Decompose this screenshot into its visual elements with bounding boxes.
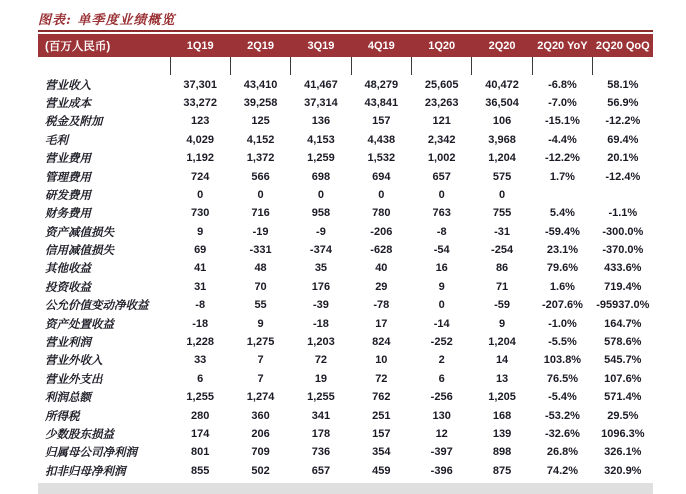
value-cell: 2 <box>438 354 445 367</box>
value-cell: 354 <box>372 446 391 459</box>
value-cell: 459 <box>372 464 391 477</box>
value-cell: 824 <box>372 336 391 349</box>
column-header: (百万人民币) <box>38 34 170 57</box>
value-cell: 20.1% <box>607 152 639 165</box>
value-cell: 360 <box>251 409 270 422</box>
footer-band <box>38 483 653 494</box>
value-cell: 0 <box>438 299 445 312</box>
value-cell: 36,504 <box>485 96 519 109</box>
table-row <box>38 296 653 314</box>
value-cell: 0 <box>378 188 385 201</box>
value-cell: -397 <box>430 446 453 459</box>
value-cell: 1,203 <box>307 336 335 349</box>
value-cell: -78 <box>373 299 390 312</box>
value-cell: 157 <box>372 115 391 128</box>
value-cell: 14 <box>495 354 509 367</box>
value-cell: 694 <box>372 170 391 183</box>
value-cell: -15.1% <box>545 115 580 128</box>
column-divider-tick <box>593 57 653 75</box>
value-cell: 9 <box>257 317 264 330</box>
header-row <box>38 34 653 57</box>
value-cell: -4.4% <box>548 133 577 146</box>
table-row <box>38 443 653 461</box>
value-cell: 1,205 <box>488 391 516 404</box>
value-cell: -12.4% <box>605 170 641 183</box>
table-row <box>38 223 653 241</box>
value-cell: 1.6% <box>549 280 575 293</box>
value-cell: 763 <box>432 207 451 220</box>
table-row <box>38 333 653 351</box>
value-cell: 40,472 <box>485 78 519 91</box>
row-label: 少数股东损益 <box>45 427 114 441</box>
value-cell: -31 <box>494 225 511 238</box>
chart-title: 图表: 单季度业绩概览 <box>38 13 176 28</box>
table-row <box>38 186 653 204</box>
column-header: 2Q20 <box>472 34 532 57</box>
value-cell: 4,152 <box>246 133 275 146</box>
value-cell: 48 <box>254 262 267 275</box>
value-cell: -59 <box>494 299 511 312</box>
value-cell: -9 <box>316 225 326 238</box>
column-divider-tick <box>472 57 532 75</box>
value-cell: 19 <box>314 372 328 385</box>
value-cell: 698 <box>311 170 331 183</box>
value-cell: 545.7% <box>604 354 642 367</box>
value-cell: 7 <box>257 372 264 385</box>
value-cell: 71 <box>495 280 509 293</box>
value-cell: 106 <box>492 115 512 128</box>
value-cell: 40 <box>375 262 388 275</box>
table-body <box>38 57 653 480</box>
report-sheet <box>38 9 653 494</box>
row-label: 管理费用 <box>45 169 91 184</box>
value-cell: -374 <box>309 244 332 257</box>
column-divider-tick <box>291 57 351 75</box>
value-cell: -8 <box>195 299 206 312</box>
table-row <box>38 149 653 167</box>
table-row <box>38 259 653 277</box>
title-underline <box>38 30 653 32</box>
value-cell: 164.7% <box>604 317 642 330</box>
value-cell: -95937.0% <box>596 299 650 312</box>
value-cell: 13 <box>495 372 509 385</box>
column-divider-tick <box>532 57 592 75</box>
value-cell: -331 <box>249 244 272 257</box>
value-cell: 578.6% <box>604 336 642 349</box>
value-cell: 121 <box>432 115 451 128</box>
value-cell: 780 <box>372 207 391 220</box>
value-cell: 39,258 <box>243 96 278 109</box>
row-label: 公允价值变动净收益 <box>45 298 149 313</box>
value-cell: 174 <box>191 428 210 440</box>
value-cell: -300.0% <box>602 225 644 238</box>
value-cell: -39 <box>312 299 329 312</box>
value-cell: 33 <box>194 354 207 367</box>
value-cell: -54 <box>433 244 450 257</box>
value-cell: -53.2% <box>545 409 580 422</box>
value-cell: 12 <box>435 428 448 440</box>
value-cell: 3,968 <box>488 133 516 146</box>
value-cell: -59.4% <box>545 225 580 238</box>
value-cell: 5.4% <box>549 207 575 220</box>
value-cell: 86 <box>495 262 509 275</box>
row-label: 其他收益 <box>45 261 91 276</box>
value-cell: 56.9% <box>607 96 639 109</box>
value-cell: 326.1% <box>604 446 642 459</box>
value-cell: 657 <box>432 170 451 183</box>
value-cell: 25,605 <box>424 78 459 91</box>
quarterly-table <box>38 34 653 480</box>
value-cell: 1,228 <box>186 336 214 349</box>
value-cell: 37,314 <box>304 96 338 109</box>
value-cell: 4,438 <box>367 133 396 146</box>
row-label: 研发费用 <box>45 187 91 202</box>
row-label: 利润总额 <box>45 390 91 405</box>
value-cell: -207.6% <box>541 299 583 312</box>
value-cell: 0 <box>438 188 445 201</box>
value-cell: 31 <box>194 280 207 293</box>
column-divider-tick <box>170 57 230 75</box>
row-label: 营业外收入 <box>45 353 103 368</box>
value-cell: -18 <box>312 317 329 330</box>
row-label: 投资收益 <box>45 279 91 294</box>
value-cell: 1,255 <box>307 391 335 404</box>
value-cell: 176 <box>311 280 331 293</box>
value-cell: 123 <box>191 115 210 128</box>
table-row <box>38 131 653 149</box>
value-cell: 0 <box>317 188 324 201</box>
value-cell: 1,274 <box>246 391 275 404</box>
table-row <box>38 167 653 185</box>
value-cell: -396 <box>430 464 453 477</box>
value-cell: 139 <box>492 428 512 440</box>
value-cell: -32.6% <box>545 428 580 440</box>
value-cell: 72 <box>314 354 328 367</box>
value-cell: 70 <box>254 280 267 293</box>
value-cell: -252 <box>430 336 453 349</box>
value-cell: -256 <box>430 391 453 404</box>
value-cell: 6 <box>438 372 445 385</box>
row-label: 扣非归母净利润 <box>45 463 126 478</box>
value-cell: 898 <box>492 446 512 459</box>
value-cell: 69.4% <box>607 133 639 146</box>
value-cell: 41,467 <box>304 78 338 91</box>
value-cell: 0 <box>499 188 506 201</box>
value-cell <box>532 186 592 204</box>
value-cell: -12.2% <box>605 115 641 128</box>
value-cell: 58.1% <box>607 78 639 91</box>
value-cell: -5.5% <box>548 336 577 349</box>
table-row <box>38 388 653 406</box>
row-label: 营业利润 <box>45 335 91 350</box>
value-cell: 1,255 <box>186 391 214 404</box>
value-cell: 657 <box>311 464 331 477</box>
value-cell: 719.4% <box>604 280 642 293</box>
value-cell <box>593 186 653 204</box>
column-header: 2Q19 <box>230 34 290 57</box>
value-cell: 1,204 <box>488 336 516 349</box>
row-label: 毛利 <box>45 132 68 147</box>
value-cell: 43,410 <box>243 78 278 91</box>
value-cell: 730 <box>191 207 210 220</box>
value-cell: 575 <box>492 170 512 183</box>
column-header: 2Q20 YoY <box>532 34 592 57</box>
column-header: 3Q19 <box>291 34 351 57</box>
value-cell: 33,272 <box>183 96 218 109</box>
value-cell: 762 <box>372 391 391 404</box>
row-label: 营业费用 <box>45 151 91 166</box>
column-header: 1Q20 <box>412 34 472 57</box>
value-cell: -7.0% <box>548 96 577 109</box>
value-cell: 29.5% <box>607 409 639 422</box>
value-cell: 9 <box>197 225 204 238</box>
column-divider-tick <box>38 57 170 75</box>
value-cell: 23,263 <box>424 96 459 109</box>
value-cell: 178 <box>311 428 331 440</box>
value-cell: 55 <box>254 299 267 312</box>
value-cell: 76.5% <box>546 372 579 385</box>
chart-title-wrap <box>38 9 653 30</box>
value-cell: 433.6% <box>604 262 642 275</box>
value-cell: -12.2% <box>545 152 580 165</box>
row-label: 所得税 <box>45 408 80 423</box>
table-row <box>38 94 653 112</box>
value-cell: 7 <box>257 354 264 367</box>
value-cell: -14 <box>433 317 450 330</box>
value-cell: 6 <box>197 372 204 385</box>
value-cell: 168 <box>492 409 512 422</box>
value-cell: 4,029 <box>186 133 214 146</box>
row-label: 资产减值损失 <box>45 224 114 239</box>
value-cell: 341 <box>311 409 331 422</box>
table-row <box>38 425 653 443</box>
value-cell: 35 <box>314 262 328 275</box>
column-header: 2Q20 QoQ <box>593 34 653 57</box>
value-cell: 125 <box>251 115 270 128</box>
value-cell: 1,532 <box>367 152 396 165</box>
value-cell: 157 <box>372 428 391 440</box>
value-cell: 17 <box>375 317 388 330</box>
value-cell: 23.1% <box>546 244 579 257</box>
column-divider-tick <box>351 57 411 75</box>
value-cell: 79.6% <box>546 262 579 275</box>
value-cell: 0 <box>257 188 264 201</box>
value-cell: 320.9% <box>604 464 642 477</box>
value-cell: 107.6% <box>604 372 642 385</box>
column-divider-tick <box>412 57 472 75</box>
row-label: 营业外支出 <box>45 371 103 386</box>
row-label: 税金及附加 <box>45 114 103 129</box>
table-row <box>38 241 653 259</box>
table-row <box>38 314 653 332</box>
value-cell: -8 <box>436 225 447 238</box>
table-row <box>38 462 653 480</box>
value-cell: -370.0% <box>602 244 644 257</box>
value-cell: 1096.3% <box>601 428 645 440</box>
value-cell: -18 <box>192 317 209 330</box>
value-cell: 9 <box>438 280 445 293</box>
value-cell: 251 <box>372 409 391 422</box>
row-label: 营业收入 <box>45 77 91 92</box>
column-header: 1Q19 <box>170 34 230 57</box>
row-label: 营业成本 <box>45 95 91 110</box>
value-cell: 74.2% <box>546 464 579 477</box>
value-cell: 41 <box>194 262 207 275</box>
value-cell: 37,301 <box>183 78 218 91</box>
value-cell: 1.7% <box>549 170 575 183</box>
value-cell: 716 <box>251 207 270 220</box>
value-cell: -19 <box>252 225 269 238</box>
value-cell: 4,153 <box>307 133 335 146</box>
value-cell: 69 <box>194 244 207 257</box>
table-row <box>38 406 653 424</box>
value-cell: 502 <box>251 464 270 477</box>
value-cell: 29 <box>375 280 388 293</box>
value-cell: 801 <box>191 446 210 459</box>
table-row <box>38 351 653 369</box>
row-label: 归属母公司净利润 <box>45 445 137 460</box>
value-cell: 206 <box>251 428 270 440</box>
tick-row <box>38 57 653 75</box>
value-cell: 48,279 <box>364 78 399 91</box>
value-cell: 1,372 <box>246 152 275 165</box>
value-cell: 1,192 <box>186 152 214 165</box>
value-cell: 10 <box>375 354 388 367</box>
table-row <box>38 112 653 130</box>
value-cell: -1.0% <box>548 317 577 330</box>
value-cell: -254 <box>491 244 514 257</box>
value-cell: 736 <box>311 446 331 459</box>
row-label: 资产处置收益 <box>45 316 114 331</box>
row-label: 财务费用 <box>45 206 91 221</box>
value-cell: 72 <box>375 372 388 385</box>
value-cell: 1,275 <box>246 336 275 349</box>
value-cell: -6.8% <box>548 78 577 91</box>
value-cell: 43,841 <box>364 96 399 109</box>
value-cell: -1.1% <box>608 207 638 220</box>
value-cell: 130 <box>432 409 451 422</box>
value-cell: 1,002 <box>427 152 456 165</box>
value-cell: 280 <box>191 409 210 422</box>
table-row <box>38 204 653 222</box>
value-cell: 103.8% <box>543 354 582 367</box>
table-row <box>38 278 653 296</box>
value-cell: -628 <box>370 244 393 257</box>
value-cell: 1,204 <box>488 152 516 165</box>
column-divider-tick <box>230 57 290 75</box>
row-label: 信用减值损失 <box>45 243 114 258</box>
value-cell: 709 <box>251 446 270 459</box>
value-cell: 571.4% <box>604 391 642 404</box>
value-cell: 0 <box>197 188 204 201</box>
value-cell: 2,342 <box>427 133 456 146</box>
value-cell: 26.8% <box>546 446 579 459</box>
value-cell: 855 <box>191 464 210 477</box>
value-cell: 9 <box>499 317 506 330</box>
table-row <box>38 370 653 388</box>
value-cell: 958 <box>311 207 331 220</box>
value-cell: 136 <box>311 115 331 128</box>
value-cell: 875 <box>492 464 512 477</box>
column-header: 4Q19 <box>351 34 411 57</box>
value-cell: -5.4% <box>548 391 577 404</box>
value-cell: 566 <box>251 170 270 183</box>
value-cell: 16 <box>435 262 448 275</box>
value-cell: 724 <box>191 170 210 183</box>
value-cell: -206 <box>370 225 393 238</box>
table-row <box>38 75 653 93</box>
value-cell: 1,259 <box>307 152 335 165</box>
value-cell: 755 <box>492 207 512 220</box>
